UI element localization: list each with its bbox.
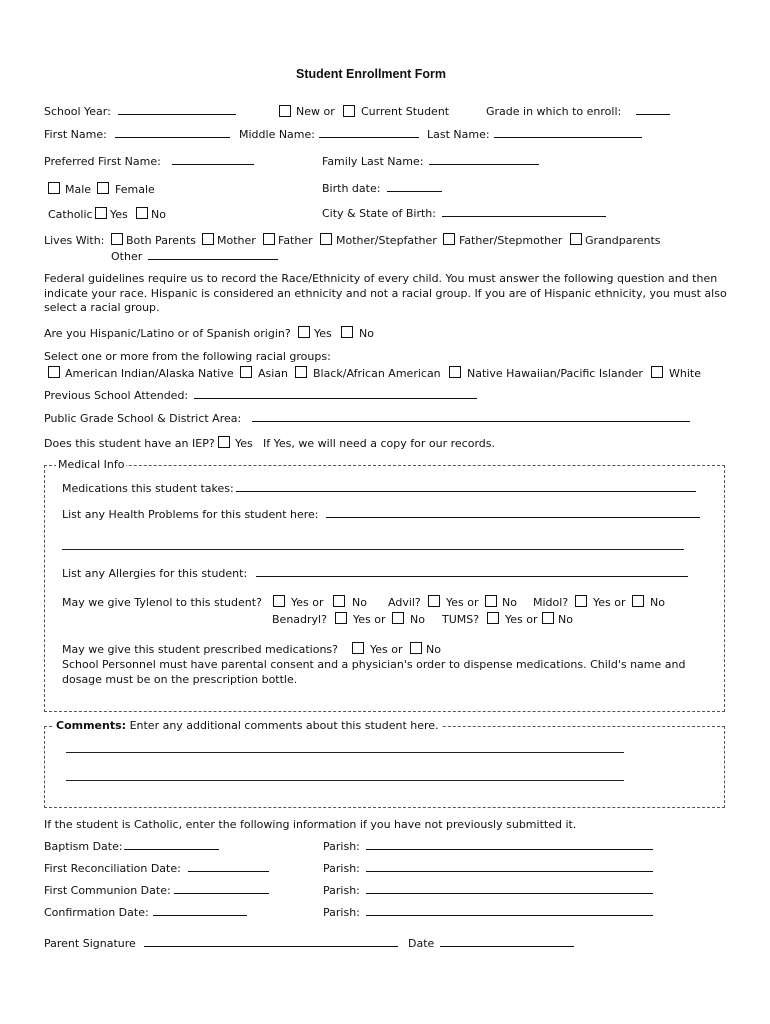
new-or-label: New or [296, 105, 335, 118]
grade-label: Grade in which to enroll: [486, 105, 622, 118]
white-label: White [669, 367, 701, 380]
black-african-american-checkbox[interactable] [295, 366, 307, 378]
public-grade-school-field[interactable] [252, 411, 690, 422]
medications-label: Medications this student takes: [62, 482, 234, 495]
tylenol-yes-label: Yes or [291, 596, 324, 609]
public-grade-school-label: Public Grade School & District Area: [44, 412, 242, 425]
iep-note: If Yes, we will need a copy for our records. [263, 437, 495, 450]
other-label: Other [111, 250, 143, 263]
mother-checkbox[interactable] [202, 233, 214, 245]
american-indian-label: American Indian/Alaska Native [65, 367, 234, 380]
school-year-label: School Year: [44, 105, 111, 118]
parent-signature-label: Parent Signature [44, 937, 136, 950]
parent-signature-field[interactable] [144, 936, 398, 947]
allergies-label: List any Allergies for this student: [62, 567, 248, 580]
school-year-field[interactable] [118, 104, 236, 115]
female-label: Female [115, 183, 155, 196]
advil-no-checkbox[interactable] [485, 595, 497, 607]
hispanic-no-checkbox[interactable] [341, 326, 353, 338]
father-label: Father [278, 234, 313, 247]
tylenol-yes-checkbox[interactable] [273, 595, 285, 607]
both-parents-label: Both Parents [126, 234, 197, 247]
baptism-date-field[interactable] [124, 839, 219, 850]
iep-yes-checkbox[interactable] [218, 436, 230, 448]
comments-legend-bold: Comments: [56, 719, 127, 732]
catholic-no-label: No [151, 208, 166, 221]
prescribed-no-label: No [426, 643, 441, 656]
previous-school-label: Previous School Attended: [44, 389, 189, 402]
confirmation-date-label: Confirmation Date: [44, 906, 149, 919]
advil-yes-checkbox[interactable] [428, 595, 440, 607]
catholic-label: Catholic [48, 208, 93, 221]
new-student-checkbox[interactable] [279, 105, 291, 117]
comments-line-2[interactable] [66, 780, 624, 781]
communion-date-field[interactable] [174, 883, 269, 894]
tums-no-checkbox[interactable] [542, 612, 554, 624]
advil-no-label: No [502, 596, 517, 609]
preferred-first-name-label: Preferred First Name: [44, 155, 161, 168]
father-stepmother-checkbox[interactable] [443, 233, 455, 245]
current-student-label: Current Student [361, 105, 450, 118]
confirmation-date-field[interactable] [153, 905, 247, 916]
american-indian-checkbox[interactable] [48, 366, 60, 378]
tylenol-question: May we give Tylenol to this student? [62, 596, 262, 609]
baptism-parish-label: Parish: [323, 840, 360, 853]
middle-name-field[interactable] [319, 127, 419, 138]
baptism-date-label: Baptism Date: [44, 840, 123, 853]
asian-label: Asian [258, 367, 289, 380]
select-race-label: Select one or more from the following racial groups: [44, 350, 331, 363]
middle-name-label: Middle Name: [239, 128, 315, 141]
native-hawaiian-label: Native Hawaiian/Pacific Islander [467, 367, 643, 380]
signature-date-label: Date [408, 937, 435, 950]
tums-yes-label: Yes or [505, 613, 538, 626]
comments-legend [54, 719, 441, 733]
communion-date-label: First Communion Date: [44, 884, 171, 897]
both-parents-checkbox[interactable] [111, 233, 123, 245]
asian-checkbox[interactable] [240, 366, 252, 378]
iep-yes-label: Yes [235, 437, 253, 450]
communion-parish-label: Parish: [323, 884, 360, 897]
confirmation-parish-label: Parish: [323, 906, 360, 919]
hispanic-no-label: No [359, 327, 374, 340]
hispanic-yes-label: Yes [314, 327, 332, 340]
other-field[interactable] [148, 249, 278, 260]
prescribed-no-checkbox[interactable] [410, 642, 422, 654]
medical-info-legend: Medical Info [58, 458, 125, 471]
midol-yes-label: Yes or [593, 596, 626, 609]
advil-label: Advil? [388, 596, 421, 609]
allergies-field[interactable] [256, 566, 688, 577]
hispanic-question: Are you Hispanic/Latino or of Spanish origin? [44, 327, 291, 340]
benadryl-no-label: No [410, 613, 425, 626]
midol-no-label: No [650, 596, 665, 609]
family-last-name-label: Family Last Name: [322, 155, 424, 168]
first-name-field[interactable] [115, 127, 230, 138]
catholic-yes-label: Yes [110, 208, 128, 221]
midol-label: Midol? [533, 596, 569, 609]
male-label: Male [65, 183, 92, 196]
last-name-field[interactable] [494, 127, 642, 138]
native-hawaiian-checkbox[interactable] [449, 366, 461, 378]
catholic-intro: If the student is Catholic, enter the following information if you have not previously submitted it. [44, 818, 577, 831]
father-checkbox[interactable] [263, 233, 275, 245]
preferred-first-name-field[interactable] [172, 154, 254, 165]
hispanic-yes-checkbox[interactable] [298, 326, 310, 338]
prescribed-yes-checkbox[interactable] [352, 642, 364, 654]
federal-guidelines-text: Federal guidelines require us to record the Race/Ethnicity of every child. You must answer the following question and then indicate your race. Hispanic is considered an ethnicity and not a racial group. If you are of Hispanic ethnicity, you must also select a racial group. [44, 272, 727, 314]
reconciliation-parish-field[interactable] [366, 861, 653, 872]
mother-stepfather-checkbox[interactable] [320, 233, 332, 245]
female-checkbox[interactable] [97, 182, 109, 194]
health-problems-field[interactable] [326, 507, 700, 518]
communion-parish-field[interactable] [366, 883, 653, 894]
lives-with-label: Lives With: [44, 234, 105, 247]
catholic-no-checkbox[interactable] [136, 207, 148, 219]
birth-date-label: Birth date: [322, 182, 381, 195]
consent-text: School Personnel must have parental consent and a physician's order to dispense medications. Child's name and dosage must be on the prescription bottle. [62, 658, 686, 686]
prescribed-yes-label: Yes or [370, 643, 403, 656]
comments-legend-rest: Enter any additional comments about this student here. [129, 719, 439, 732]
black-african-american-label: Black/African American [313, 367, 441, 380]
last-name-label: Last Name: [427, 128, 490, 141]
health-problems-line-2[interactable] [62, 549, 684, 550]
grandparents-label: Grandparents [585, 234, 661, 247]
previous-school-field[interactable] [194, 388, 477, 399]
tums-yes-checkbox[interactable] [487, 612, 499, 624]
iep-question: Does this student have an IEP? [44, 437, 215, 450]
city-state-birth-label: City & State of Birth: [322, 207, 436, 220]
city-state-birth-field[interactable] [442, 206, 606, 217]
baptism-parish-field[interactable] [366, 839, 653, 850]
benadryl-yes-checkbox[interactable] [335, 612, 347, 624]
tylenol-no-checkbox[interactable] [333, 595, 345, 607]
benadryl-yes-label: Yes or [353, 613, 386, 626]
signature-date-field[interactable] [440, 936, 574, 947]
health-problems-label: List any Health Problems for this student here: [62, 508, 319, 521]
confirmation-parish-field[interactable] [366, 905, 653, 916]
grandparents-checkbox[interactable] [570, 233, 582, 245]
medications-field[interactable] [236, 481, 696, 492]
first-name-label: First Name: [44, 128, 107, 141]
birth-date-field[interactable] [387, 181, 442, 192]
mother-stepfather-label: Mother/Stepfather [336, 234, 437, 247]
tums-no-label: No [558, 613, 573, 626]
comments-line-1[interactable] [66, 752, 624, 753]
advil-yes-label: Yes or [446, 596, 479, 609]
white-checkbox[interactable] [651, 366, 663, 378]
tums-label: TUMS? [442, 613, 480, 626]
reconciliation-date-field[interactable] [188, 861, 269, 872]
comments-frame [44, 726, 725, 808]
benadryl-label: Benadryl? [272, 613, 327, 626]
current-student-checkbox[interactable] [343, 105, 355, 117]
grade-field[interactable] [636, 104, 670, 115]
midol-yes-checkbox[interactable] [575, 595, 587, 607]
prescribed-question: May we give this student prescribed medications? [62, 643, 338, 656]
form-title: Student Enrollment Form [296, 67, 446, 81]
father-stepmother-label: Father/Stepmother [459, 234, 563, 247]
reconciliation-parish-label: Parish: [323, 862, 360, 875]
family-last-name-field[interactable] [429, 154, 539, 165]
reconciliation-date-label: First Reconciliation Date: [44, 862, 181, 875]
benadryl-no-checkbox[interactable] [392, 612, 404, 624]
tylenol-no-label: No [352, 596, 367, 609]
male-checkbox[interactable] [48, 182, 60, 194]
mother-label: Mother [217, 234, 256, 247]
catholic-yes-checkbox[interactable] [95, 207, 107, 219]
midol-no-checkbox[interactable] [632, 595, 644, 607]
